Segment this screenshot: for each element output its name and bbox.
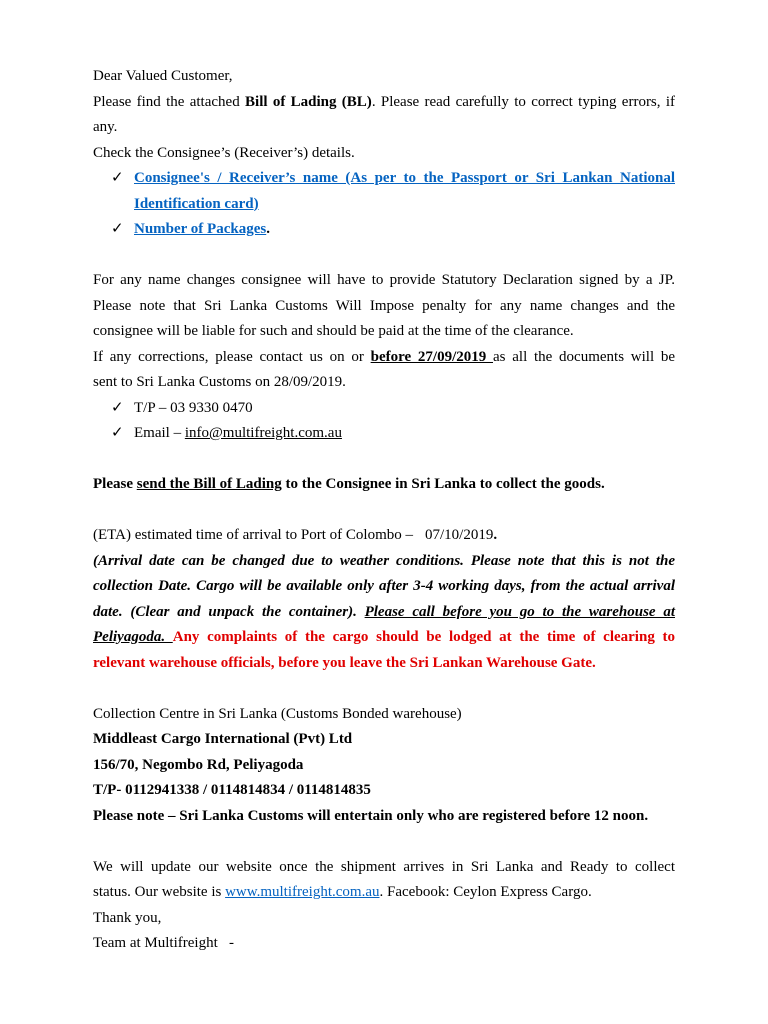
name-change-line-3: consignee will be liable for such and should be paid at the time of the clearance. [93,323,574,339]
name-change-line-2: Please note that Sri Lanka Customs Will Impose penalty for any name changes and the [93,297,675,314]
arrival-note-line-5: relevant warehouse officials, before you leave the Sri Lankan Warehouse Gate. [93,654,596,671]
eta-line [93,523,675,549]
corrections-line-2: sent to Sri Lanka Customs on 28/09/2019. [93,374,346,390]
collection-phones: T/P- 0112941338 / 0114814834 / 0114814835 [93,782,371,798]
period: . [266,221,270,237]
signoff: Team at Multifreight - [93,935,234,951]
checklist-item-packages [93,217,675,243]
website-label: status. Our website is [93,884,226,900]
intro-text-cont: . Please read carefully to correct typing errors, if [371,93,675,110]
letter [93,64,675,957]
contact-email [93,421,675,447]
period: . [493,527,498,543]
checkmark-icon: ✓ [111,425,124,441]
email-line [134,421,675,447]
consignee-name-requirement: Consignee's / Receiver’s name (As per to the Passport or Sri Lankan National [134,170,675,186]
consignee-name-requirement-cont: Identification card) [134,195,259,212]
arrival-note-line-2: collection Date. Cargo will be available only after 3-4 working days, from the actual arrival [93,578,675,594]
complaints-warning: Any complaints of the cargo should be lodged at the time of clearing to [172,629,675,645]
greeting: Dear Valued Customer, [93,68,233,84]
warehouse-location-note: Peliyagoda. [93,629,173,645]
arrival-note-line-1: (Arrival date can be changed due to weather conditions. Please note that this is not the [93,552,675,569]
collection-company: Middleast Cargo International (Pvt) Ltd [93,731,353,747]
intro-line-2: any. [93,119,118,135]
checklist-item-line [134,217,675,243]
corrections-text-cont: as all the documents will be [493,348,676,365]
facebook-info: . Facebook: Ceylon Express Cargo. [379,884,592,900]
number-of-packages-requirement: Number of Packages [134,221,267,237]
send-bl-instruction [93,472,675,498]
closing-line-1: We will update our website once the shipment arrives in Sri Lanka and Ready to collect [93,858,675,875]
collection-heading: Collection Centre in Sri Lanka (Customs Bonded warehouse) [93,705,462,722]
thanks: Thank you, [93,909,162,926]
send-bl-post: to the Consignee in Sri Lanka to collect the goods. [281,476,605,492]
closing-line-2 [93,880,675,906]
checkmark-icon: ✓ [111,170,124,186]
checkmark-icon: ✓ [111,399,124,416]
check-intro: Check the Consignee’s (Receiver’s) details. [93,144,355,161]
arrival-note-line-3 [93,600,675,626]
send-bl-emphasis: send the Bill of Lading [136,476,282,492]
collection-address: 156/70, Negombo Rd, Peliyagoda [93,756,304,773]
phone-number: T/P – 03 9330 0470 [134,399,253,416]
customs-registration-note: Please note – Sri Lanka Customs will entertain only who are registered before 12 noon. [93,807,649,824]
checklist-item-consignee-name [93,166,675,217]
corrections-line-1 [93,345,675,371]
arrival-note-text: date. (Clear and unpack the container). [93,603,365,620]
send-bl-pre: Please [93,476,137,492]
intro-line-1 [93,90,675,116]
bill-of-lading-label: Bill of Lading (BL) [245,93,372,110]
call-before-warehouse-note: Please call before you go to the warehouse at [364,603,675,620]
website-link[interactable]: www.multifreight.com.au [225,884,380,900]
correction-deadline: before 27/09/2019 [370,348,493,365]
arrival-note-line-4 [93,625,675,651]
checklist-item-line [134,192,675,218]
email-label: Email – [134,425,185,441]
eta-label: (ETA) estimated time of arrival to Port of Colombo – [93,527,413,543]
intro-text: Please find the attached [93,93,246,110]
contact-phone [93,396,675,422]
checkmark-icon: ✓ [111,221,124,237]
checklist-item-line [134,166,675,192]
name-change-line-1: For any name changes consignee will have to provide Statutory Declaration signed by a JP. [93,272,675,288]
corrections-text: If any corrections, please contact us on or [93,348,371,365]
eta-date: 07/10/2019 [424,527,494,543]
email-link[interactable]: info@multifreight.com.au [184,425,342,441]
